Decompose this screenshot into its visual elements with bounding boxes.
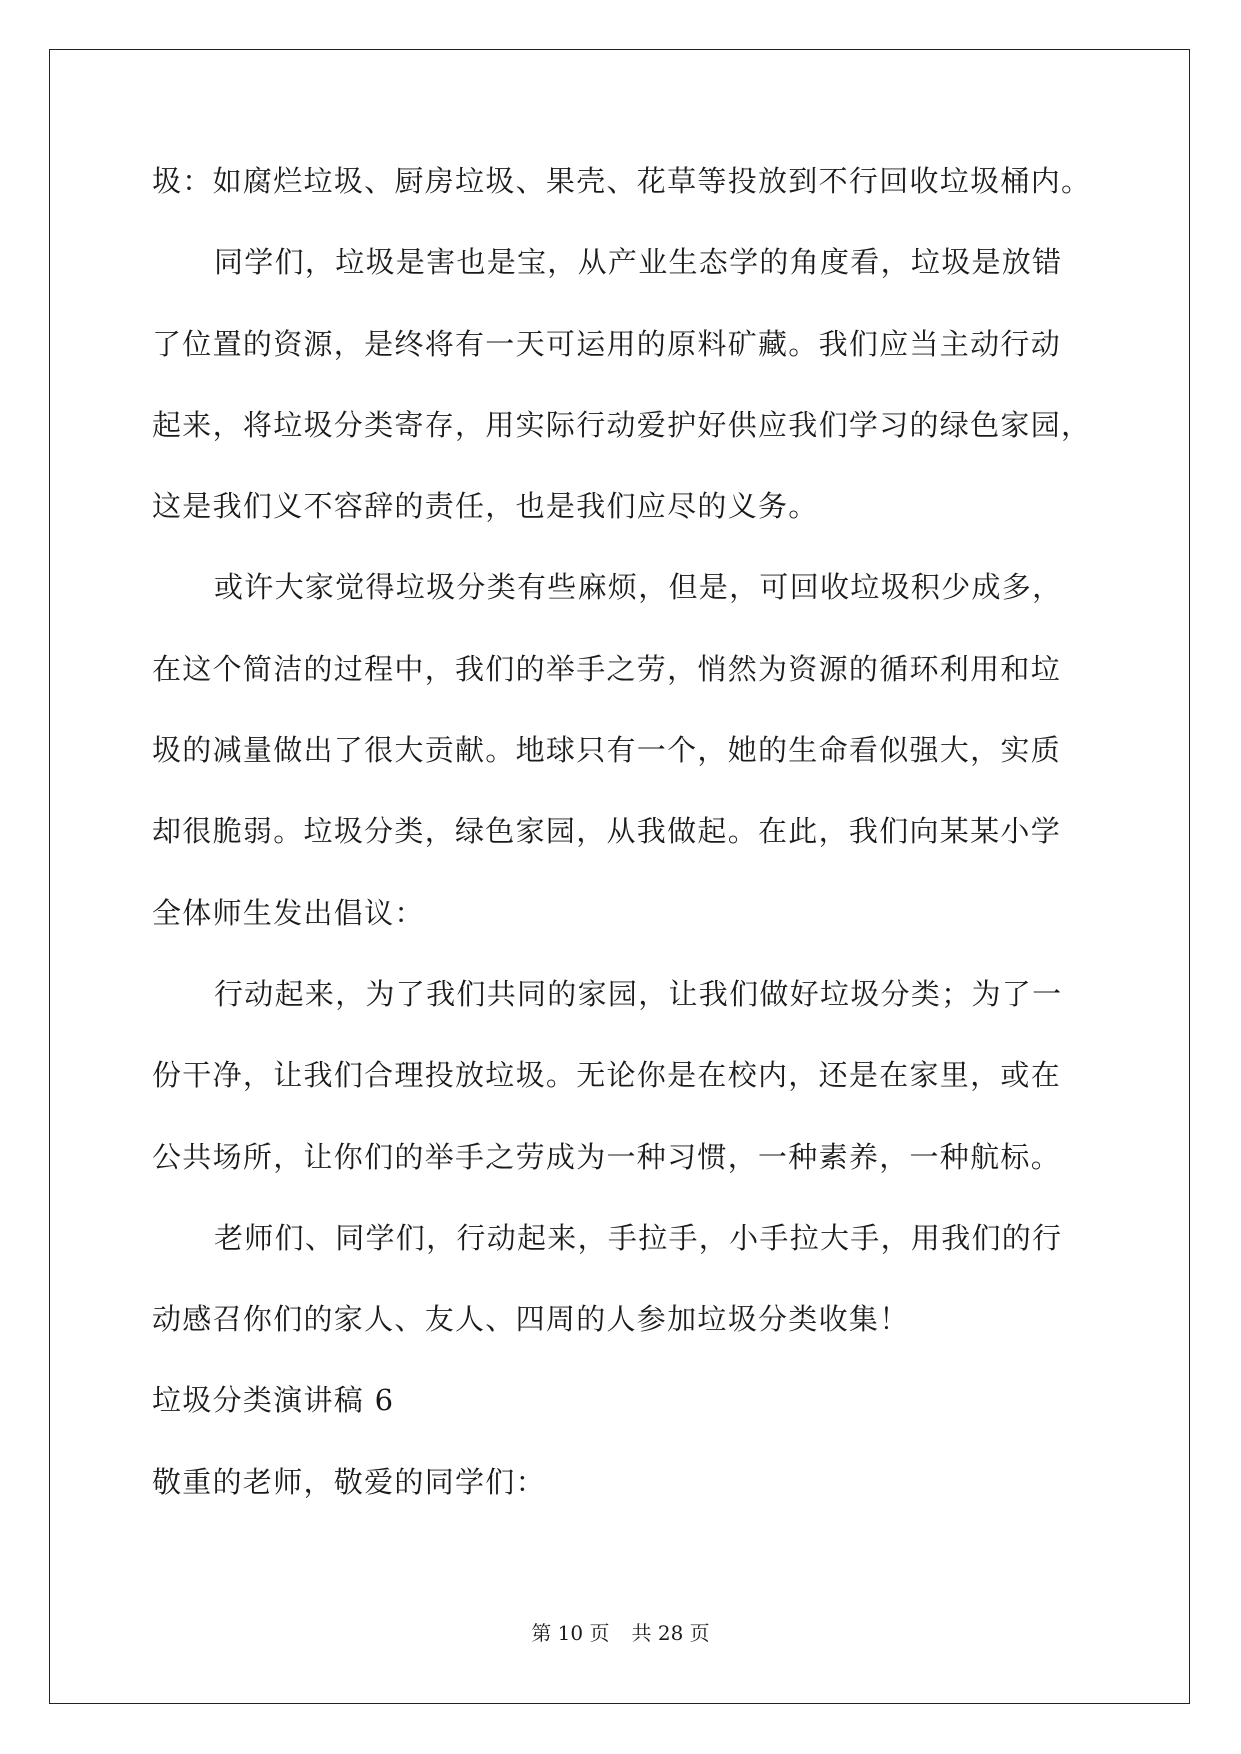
text-line-7: 在这个简洁的过程中，我们的举手之劳，悄然为资源的循环利用和垃: [152, 651, 1062, 686]
text-line-14: 老师们、同学们，行动起来，手拉手，小手拉大手，用我们的行: [214, 1220, 1063, 1255]
text-line-6: 或许大家觉得垃圾分类有些麻烦，但是，可回收垃圾积少成多，: [214, 570, 1063, 605]
salutation-line: 敬重的老师，敬爱的同学们：: [152, 1464, 546, 1499]
text-line-8: 圾的减量做出了很大贡献。地球只有一个，她的生命看似强大，实质: [152, 733, 1062, 768]
text-line-4: 起来，将垃圾分类寄存，用实际行动爱护好供应我们学习的绿色家园，: [152, 407, 1092, 442]
text-line-2: 同学们，垃圾是害也是宝，从产业生态学的角度看，垃圾是放错: [214, 245, 1063, 280]
page-footer: [0, 1621, 1241, 1645]
text-line-10: 全体师生发出倡议：: [152, 895, 425, 930]
text-line-11: 行动起来，为了我们共同的家园，让我们做好垃圾分类；为了一: [214, 976, 1063, 1011]
section-heading: 垃圾分类演讲稿 6: [152, 1383, 395, 1418]
text-line-3: 了位置的资源，是终将有一天可运用的原料矿藏。我们应当主动行动: [152, 326, 1062, 361]
text-line-9: 却很脆弱。垃圾分类，绿色家园，从我做起。在此，我们向某某小学: [152, 814, 1062, 849]
document-body: [152, 163, 1092, 1545]
text-line-1: 圾：如腐烂垃圾、厨房垃圾、果壳、花草等投放到不行回收垃圾桶内。: [152, 164, 1092, 198]
text-line-13: 公共场所，让你们的举手之劳成为一种习惯，一种素养，一种航标。: [152, 1139, 1062, 1174]
total-pages: 共 28 页: [631, 1621, 710, 1645]
text-line-12: 份干净，让我们合理投放垃圾。无论你是在校内，还是在家里，或在: [152, 1058, 1062, 1093]
text-line-5: 这是我们义不容辞的责任，也是我们应尽的义务。: [152, 489, 819, 524]
current-page-number: 第 10 页: [531, 1621, 610, 1645]
text-line-15: 动感召你们的家人、友人、四周的人参加垃圾分类收集！: [152, 1302, 910, 1337]
